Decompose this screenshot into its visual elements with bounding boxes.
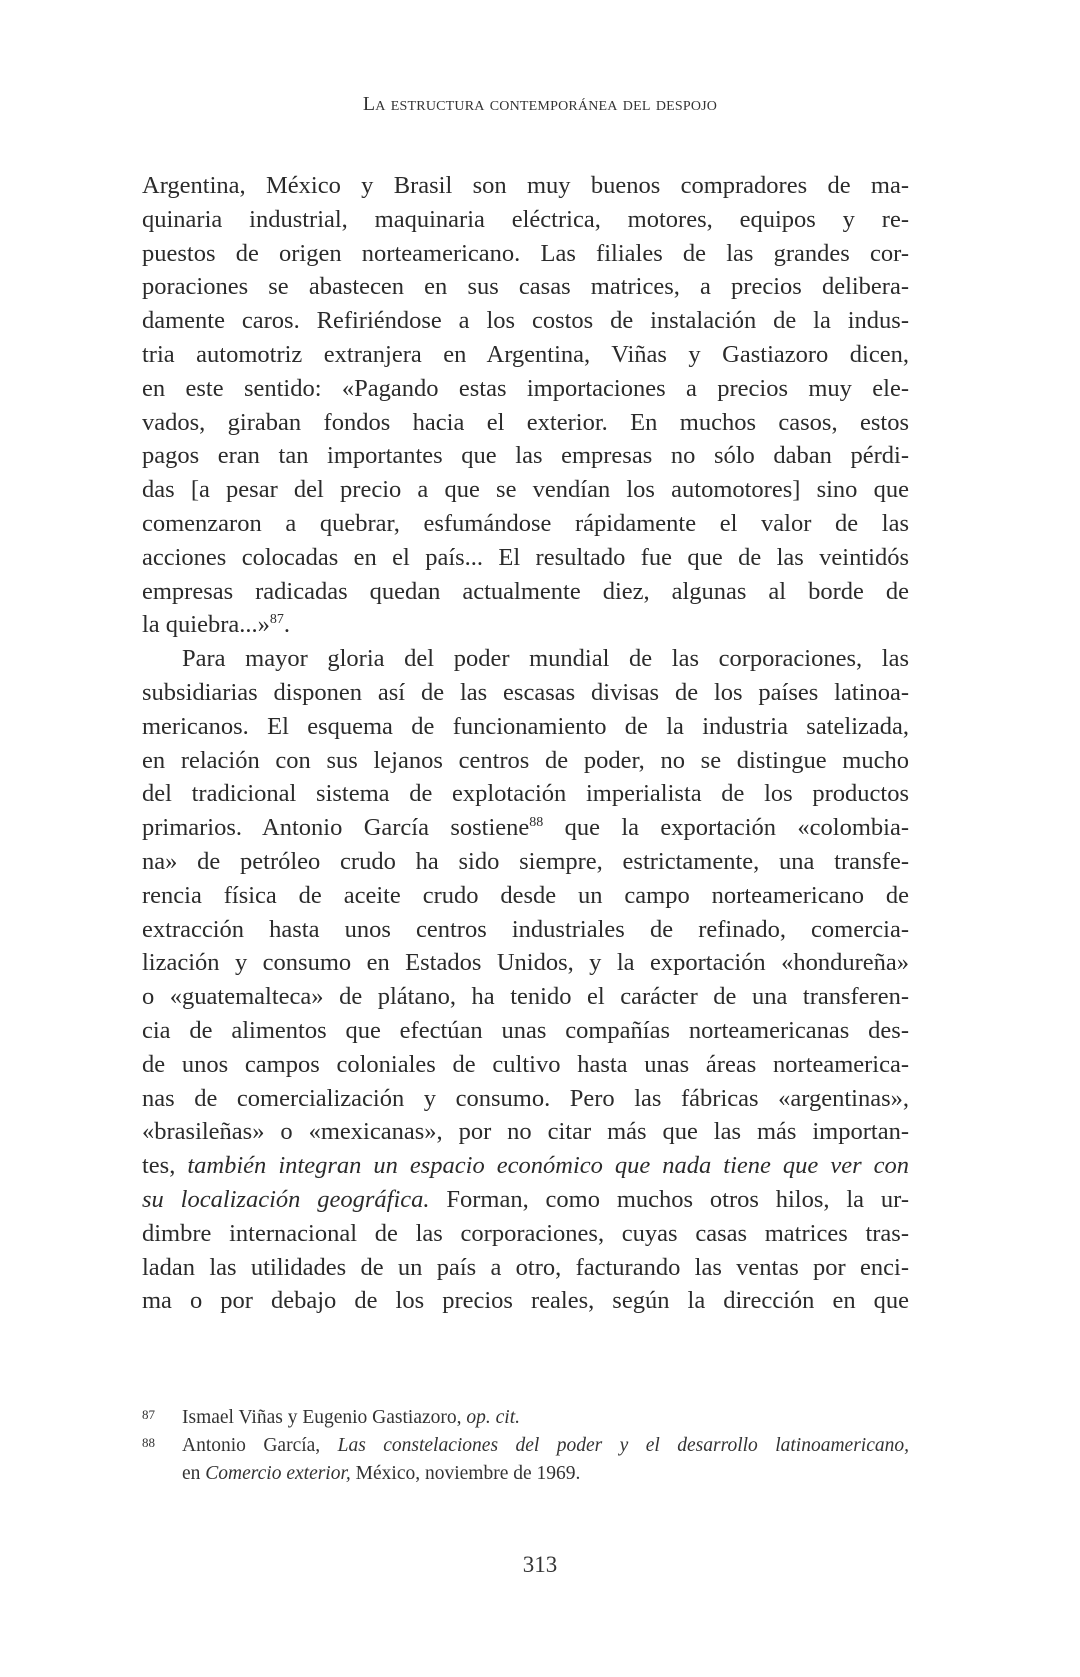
footnote-number: 88 (142, 1435, 155, 1450)
text-segment: la quiebra...» (142, 611, 270, 639)
footnote-88 (142, 1432, 909, 1488)
footnote-line (182, 1404, 909, 1432)
text-line: tria automotriz extranjera en Argentina, Viñas y Gastiazoro dicen, (142, 340, 909, 368)
text-line: «brasileñas» o «mexicanas», por no citar más que las más importan- (142, 1118, 909, 1146)
text-segment: . (283, 611, 291, 639)
text-segment: que la exportación «colombia- (543, 814, 909, 842)
text-line: empresas radicadas quedan actualmente diez, algunas al borde de (142, 577, 909, 605)
text-line: extracción hasta unos centros industriales de refinado, comercia- (142, 915, 909, 943)
footnote-ref-87[interactable]: 87 (269, 612, 284, 628)
footnote-italic: Comercio exterior, (205, 1463, 351, 1484)
text-line: vados, giraban fondos hacia el exterior. En muchos casos, estos (142, 408, 909, 436)
page-number: 313 (522, 1552, 558, 1577)
text-line: nas de comercialización y consumo. Pero las fábricas «argentinas», (142, 1084, 909, 1112)
text-line: en relación con sus lejanos centros de poder, no se distingue mucho (142, 746, 909, 774)
text-line: puestos de origen norteamericano. Las filiales de las grandes cor- (142, 239, 909, 267)
body-text (142, 169, 909, 1318)
text-line: na» de petróleo crudo ha sido siempre, estrictamente, una transfe- (142, 847, 909, 875)
text-line: Para mayor gloria del poder mundial de las corporaciones, las (182, 645, 909, 673)
text-line (142, 1183, 909, 1217)
text-line: lización y consumo en Estados Unidos, y la exportación «hondureña» (142, 949, 909, 977)
text-line: das [a pesar del precio a que se vendían los automotores] sino que (142, 476, 909, 504)
text-line: damente caros. Refiriéndose a los costos de instalación de la indus- (142, 307, 909, 335)
running-head: La estructura contemporánea del despojo (362, 93, 718, 115)
text-line: quinaria industrial, maquinaria eléctrica, motores, equipos y re- (142, 205, 909, 233)
footnote-87 (142, 1404, 909, 1432)
text-line: comenzaron a quebrar, esfumándose rápidamente el valor de las (142, 509, 909, 537)
text-line: pagos eran tan importantes que las empresas no sólo daban pérdi- (142, 442, 909, 470)
footnote-text: en (182, 1463, 206, 1484)
footnote-italic: op. cit. (466, 1407, 521, 1428)
text-line (142, 1149, 909, 1183)
footnote-text: Antonio García, (182, 1435, 338, 1456)
italic-emphasis: su localización geográfica. (142, 1185, 430, 1213)
footnote-ref-88[interactable]: 88 (529, 815, 544, 831)
text-line (142, 608, 909, 642)
italic-emphasis: también integran un espacio económico que nada tiene que ver con (187, 1152, 910, 1180)
footnotes (142, 1404, 909, 1488)
text-line: o «guatemalteca» de plátano, ha tenido el carácter de una transferen- (142, 983, 909, 1011)
text-line: acciones colocadas en el país... El resultado fue que de las veintidós (142, 543, 909, 571)
text-segment: tes, (142, 1152, 188, 1180)
text-line: mericanos. El esquema de funcionamiento de la industria satelizada, (142, 712, 909, 740)
footnote-italic: Las constelaciones del poder y el desarrollo latinoamericano, (337, 1435, 909, 1456)
text-line (142, 811, 909, 845)
text-line: subsidiarias disponen así de las escasas divisas de los países latinoa- (142, 678, 909, 706)
text-line: Argentina, México y Brasil son muy buenos compradores de ma- (142, 172, 909, 199)
text-line: poraciones se abastecen en sus casas matrices, a precios delibera- (142, 273, 909, 301)
text-line: rencia física de aceite crudo desde un campo norteamericano de (142, 881, 909, 909)
footnote-text: Ismael Viñas y Eugenio Gastiazoro, (182, 1407, 467, 1428)
text-line: cia de alimentos que efectúan unas compañías norteamericanas des- (142, 1016, 909, 1044)
text-line: dimbre internacional de las corporaciones, cuyas casas matrices tras- (142, 1219, 909, 1247)
footnote-text: México, noviembre de 1969. (350, 1463, 581, 1484)
text-line: de unos campos coloniales de cultivo hasta unas áreas norteamerica- (142, 1050, 909, 1078)
text-line: en este sentido: «Pagando estas importaciones a precios muy ele- (142, 374, 909, 402)
text-segment: Forman, como muchos otros hilos, la ur- (429, 1185, 909, 1213)
text-segment: primarios. Antonio García sostiene (142, 814, 530, 842)
footnote-line (182, 1432, 909, 1460)
text-line: ma o por debajo de los precios reales, según la dirección en que (142, 1287, 909, 1315)
text-line: del tradicional sistema de explotación imperialista de los productos (142, 780, 909, 808)
footnote-line (182, 1460, 909, 1488)
text-line: ladan las utilidades de un país a otro, facturando las ventas por enci- (142, 1253, 909, 1281)
footnote-number: 87 (142, 1407, 155, 1422)
